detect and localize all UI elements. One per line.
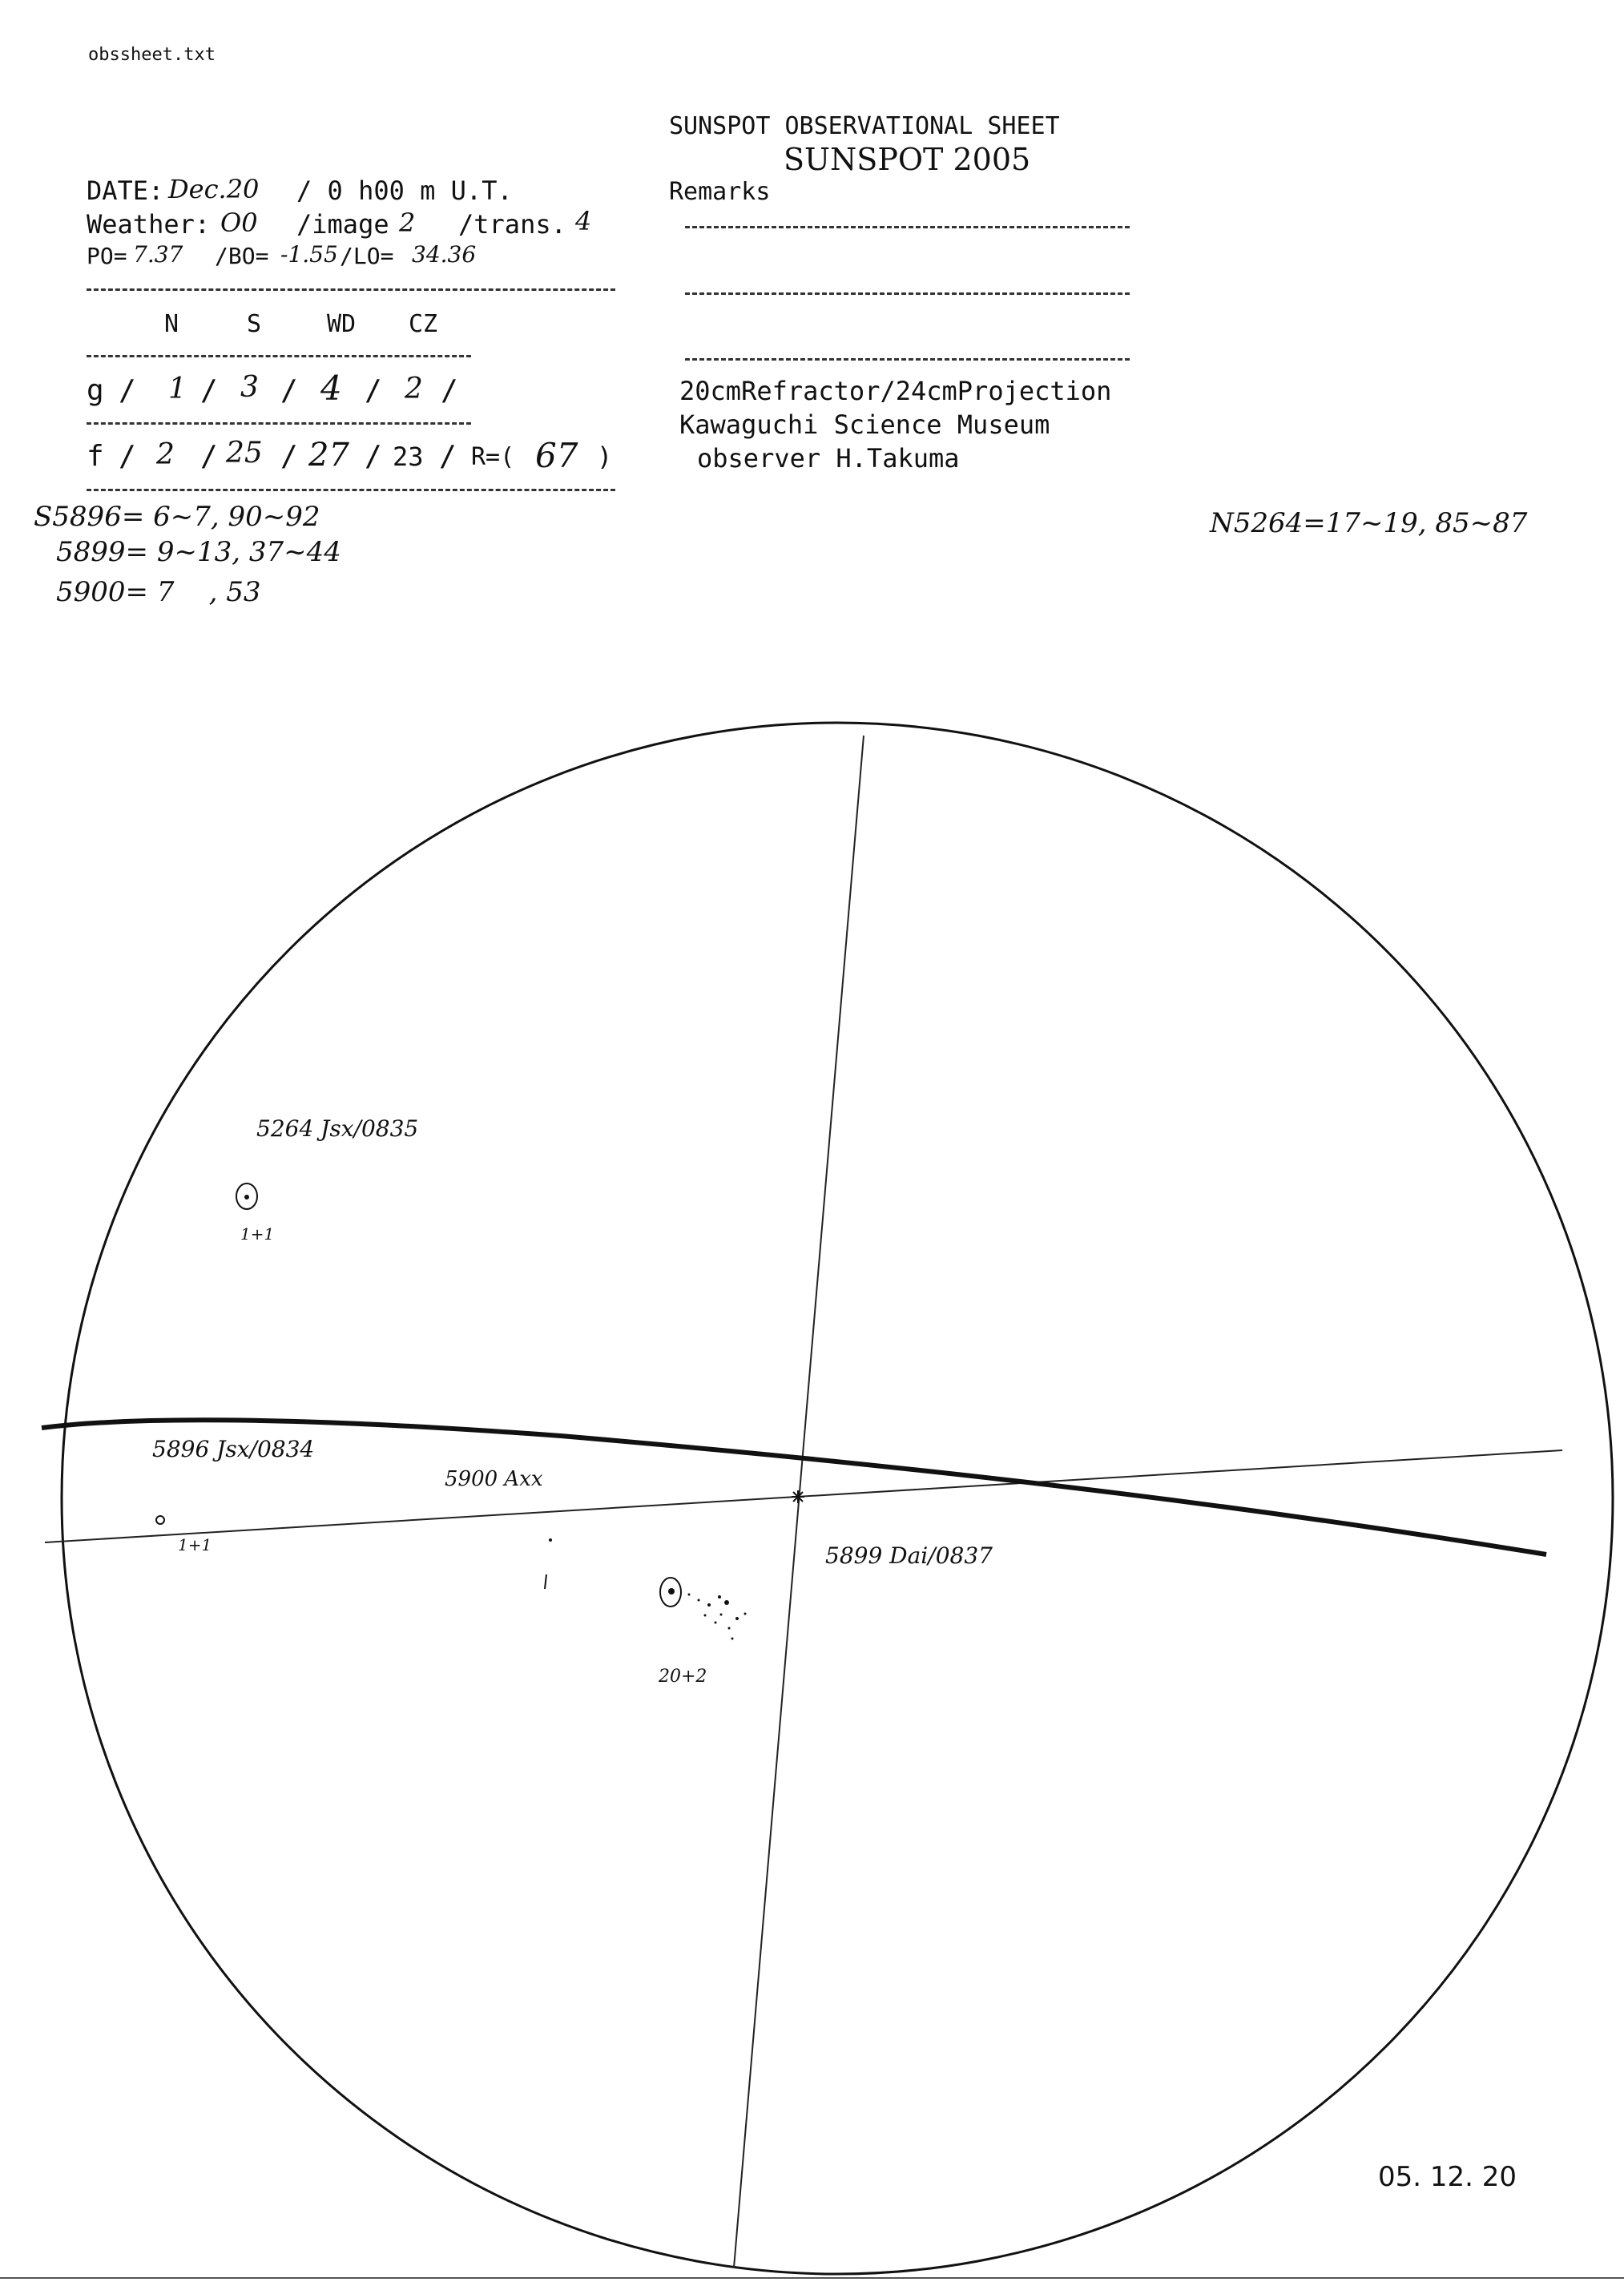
f-cz-value: 23 xyxy=(393,441,424,472)
f-label: f xyxy=(87,440,104,473)
spot-count-5899: 20+2 xyxy=(659,1667,707,1687)
po-value: 7.37 xyxy=(133,241,183,268)
separator: / xyxy=(439,440,457,473)
spot-count-5264: 1+1 xyxy=(240,1224,275,1244)
date-value: Dec.20 xyxy=(168,174,260,204)
lo-value: 34.36 xyxy=(412,241,477,268)
spot-group-5896 xyxy=(156,1516,164,1524)
separator: / xyxy=(365,440,382,473)
separator: / xyxy=(441,374,458,407)
separator: / xyxy=(280,440,298,473)
observer: observer H.Takuma xyxy=(697,443,960,474)
col-n: N xyxy=(164,310,179,338)
lo-label: /LO= xyxy=(340,243,394,269)
col-s: S xyxy=(247,310,262,338)
date-stamp: 05. 12. 20 xyxy=(1378,2161,1517,2193)
telescope-info: 20cmRefractor/24cmProjection xyxy=(679,376,1112,406)
sheet-subtitle: SUNSPOT 2005 xyxy=(784,142,1031,177)
spot-group-5900-mark xyxy=(545,1574,546,1589)
remarks-label: Remarks xyxy=(669,178,771,206)
g-label: g xyxy=(87,374,104,407)
weather-label: Weather: xyxy=(87,209,211,240)
po-label: PO= xyxy=(87,243,127,269)
hand-note-5264: N5264=17~19, 85~87 xyxy=(1210,507,1528,539)
hand-note-5899: 5899= 9~13, 37~44 xyxy=(56,536,341,568)
bo-value: -1.55 xyxy=(280,241,338,268)
solar-disk-outline xyxy=(62,723,1613,2274)
time-line: / 0 h00 m U.T. xyxy=(296,175,513,206)
f-s-value: 25 xyxy=(226,437,263,470)
image-label: /image xyxy=(296,209,389,240)
date-label: DATE: xyxy=(87,175,164,206)
trans-value: 4 xyxy=(575,206,592,236)
hand-note-5896: S5896= 6~7, 90~92 xyxy=(34,501,320,533)
g-cz-value: 2 xyxy=(405,373,423,405)
sheet-title: SUNSPOT OBSERVATIONAL SHEET xyxy=(669,112,1060,140)
image-value: 2 xyxy=(399,208,416,238)
trans-label: /trans. xyxy=(458,209,566,240)
spot-label-5896: 5896 Jsx/0834 xyxy=(152,1436,315,1462)
g-n-value: 1 xyxy=(168,373,187,405)
separator: / xyxy=(200,440,218,473)
spot-count-5896: 1+1 xyxy=(178,1535,212,1554)
spot-group-5264-umbra xyxy=(244,1195,249,1199)
spot-group-5899-followers xyxy=(688,1594,747,1640)
g-s-value: 3 xyxy=(240,371,259,404)
f-n-value: 2 xyxy=(156,438,175,471)
col-wd: WD xyxy=(327,310,357,338)
f-wd-value: 27 xyxy=(308,437,349,474)
separator: / xyxy=(200,374,218,407)
r-value: 67 xyxy=(535,436,578,475)
weather-value: O0 xyxy=(220,208,258,238)
separator: / xyxy=(280,374,298,407)
col-cz: CZ xyxy=(409,310,438,338)
r-label: R=( xyxy=(471,443,515,471)
spot-group-5900-spot xyxy=(549,1538,552,1542)
r-close: ) xyxy=(597,441,613,472)
separator: / xyxy=(119,440,136,473)
separator: / xyxy=(119,374,136,407)
hand-note-5900: 5900= 7 , 53 xyxy=(56,576,261,608)
file-name: obssheet.txt xyxy=(88,45,216,65)
g-wd-value: 4 xyxy=(320,369,342,408)
disk-center-marker xyxy=(792,1490,804,1503)
spot-label-5264: 5264 Jsx/0835 xyxy=(256,1115,419,1142)
separator: / xyxy=(365,374,382,407)
spot-label-5900: 5900 Axx xyxy=(445,1467,543,1491)
spot-group-5899-leader-umbra xyxy=(668,1588,675,1595)
spot-label-5899: 5899 Dai/0837 xyxy=(825,1542,993,1569)
institution: Kawaguchi Science Museum xyxy=(679,409,1050,440)
scan-edge xyxy=(0,2277,1624,2279)
bo-label: /BO= xyxy=(215,243,269,269)
